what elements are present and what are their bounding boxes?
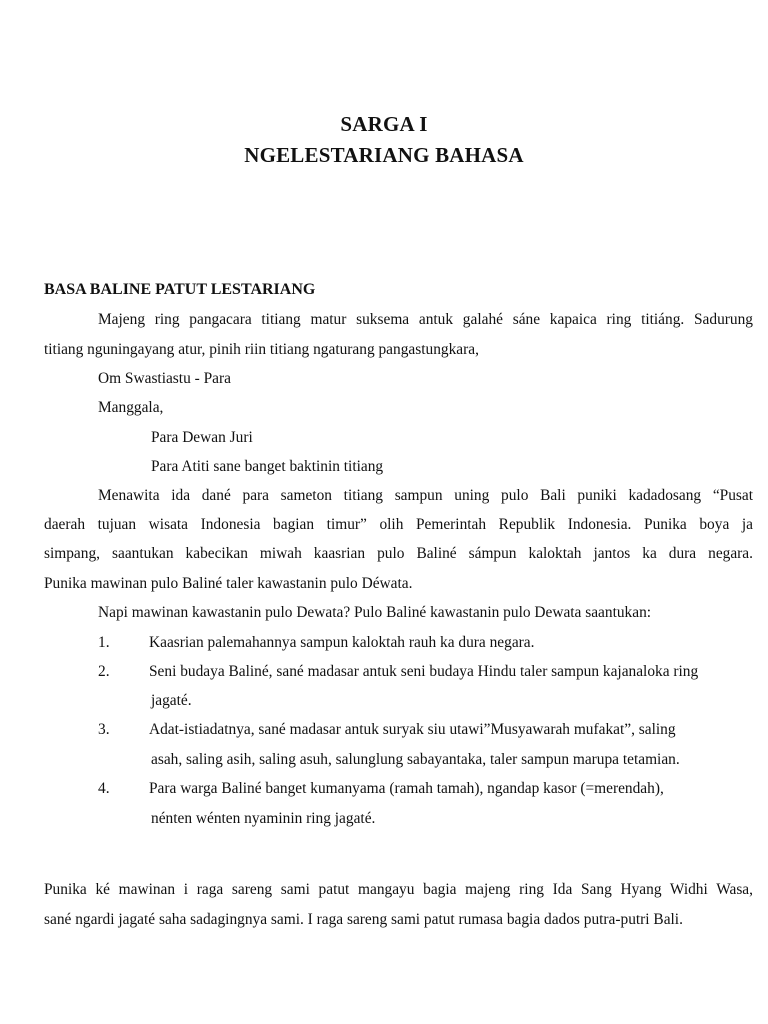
chapter-title: SARGA I [340, 112, 428, 136]
greeting-line-1: Om Swastiastu - Para [98, 370, 231, 387]
para2-line-1: Menawita ida dané para sameton titiang sampun uning pulo Bali puniki kadadosang “Pusat [98, 487, 753, 504]
list-item-text: Adat-istiadatnya, sané madasar antuk suryak siu utawi”Musyawarah mufakat”, saling [149, 721, 676, 738]
para2-line-4: Punika mawinan pulo Baliné taler kawastanin pulo Déwata. [44, 575, 413, 592]
greeting-line-4: Para Atiti sane banget baktinin titiang [151, 458, 384, 475]
list-item-text: Para warga Baliné banget kumanyama (ramah tamah), ngandap kasor (=merendah), [149, 780, 664, 797]
list-item-text: Seni budaya Baliné, sané madasar antuk seni budaya Hindu taler sampun kajanaloka ring [149, 663, 699, 680]
closing-line-2: sané ngardi jagaté saha sadagingnya sami. I raga sareng sami patut rumasa bagia dados putra-putri Bali. [44, 911, 683, 928]
list-item-number: 2. [98, 663, 110, 680]
list-item-text: Kaasrian palemahannya sampun kaloktah rauh ka dura negara. [149, 634, 535, 651]
chapter-subtitle: NGELESTARIANG BAHASA [244, 143, 524, 167]
intro-line-1: Majeng ring pangacara titiang matur suksema antuk galahé sáne kapaica ring titiáng. Sadurung [98, 311, 753, 328]
list-item-text-cont: nénten wénten nyaminin ring jagaté. [151, 810, 376, 827]
list-item-number: 1. [98, 634, 110, 651]
para2-line-2: daerah tujuan wisata Indonesia bagian timur” olih Pemerintah Republik Indonesia. Punika boya ja [44, 516, 753, 533]
closing-line-1: Punika ké mawinan i raga sareng sami patut mangayu bagia majeng ring Ida Sang Hyang Widhi Wasa, [44, 881, 753, 898]
greeting-line-3: Para Dewan Juri [151, 429, 253, 446]
para2-line-3: simpang, saantukan kabecikan miwah kaasrian pulo Baliné sámpun kaloktah jantos ka dura negara. [44, 545, 753, 562]
list-item-text-cont: jagaté. [151, 692, 192, 709]
list-item-number: 4. [98, 780, 110, 797]
list-item-number: 3. [98, 721, 110, 738]
question-line: Napi mawinan kawastanin pulo Dewata? Pulo Baliné kawastanin pulo Dewata saantukan: [98, 604, 652, 621]
list-item-text-cont: asah, saling asih, saling asuh, salunglung sabayantaka, taler sampun marupa tetamian. [151, 751, 680, 768]
intro-line-2: titiang nguningayang atur, pinih riin titiang ngaturang pangastungkara, [44, 341, 479, 358]
greeting-line-2: Manggala, [98, 399, 164, 416]
section-heading: BASA BALINE PATUT LESTARIANG [44, 281, 316, 298]
